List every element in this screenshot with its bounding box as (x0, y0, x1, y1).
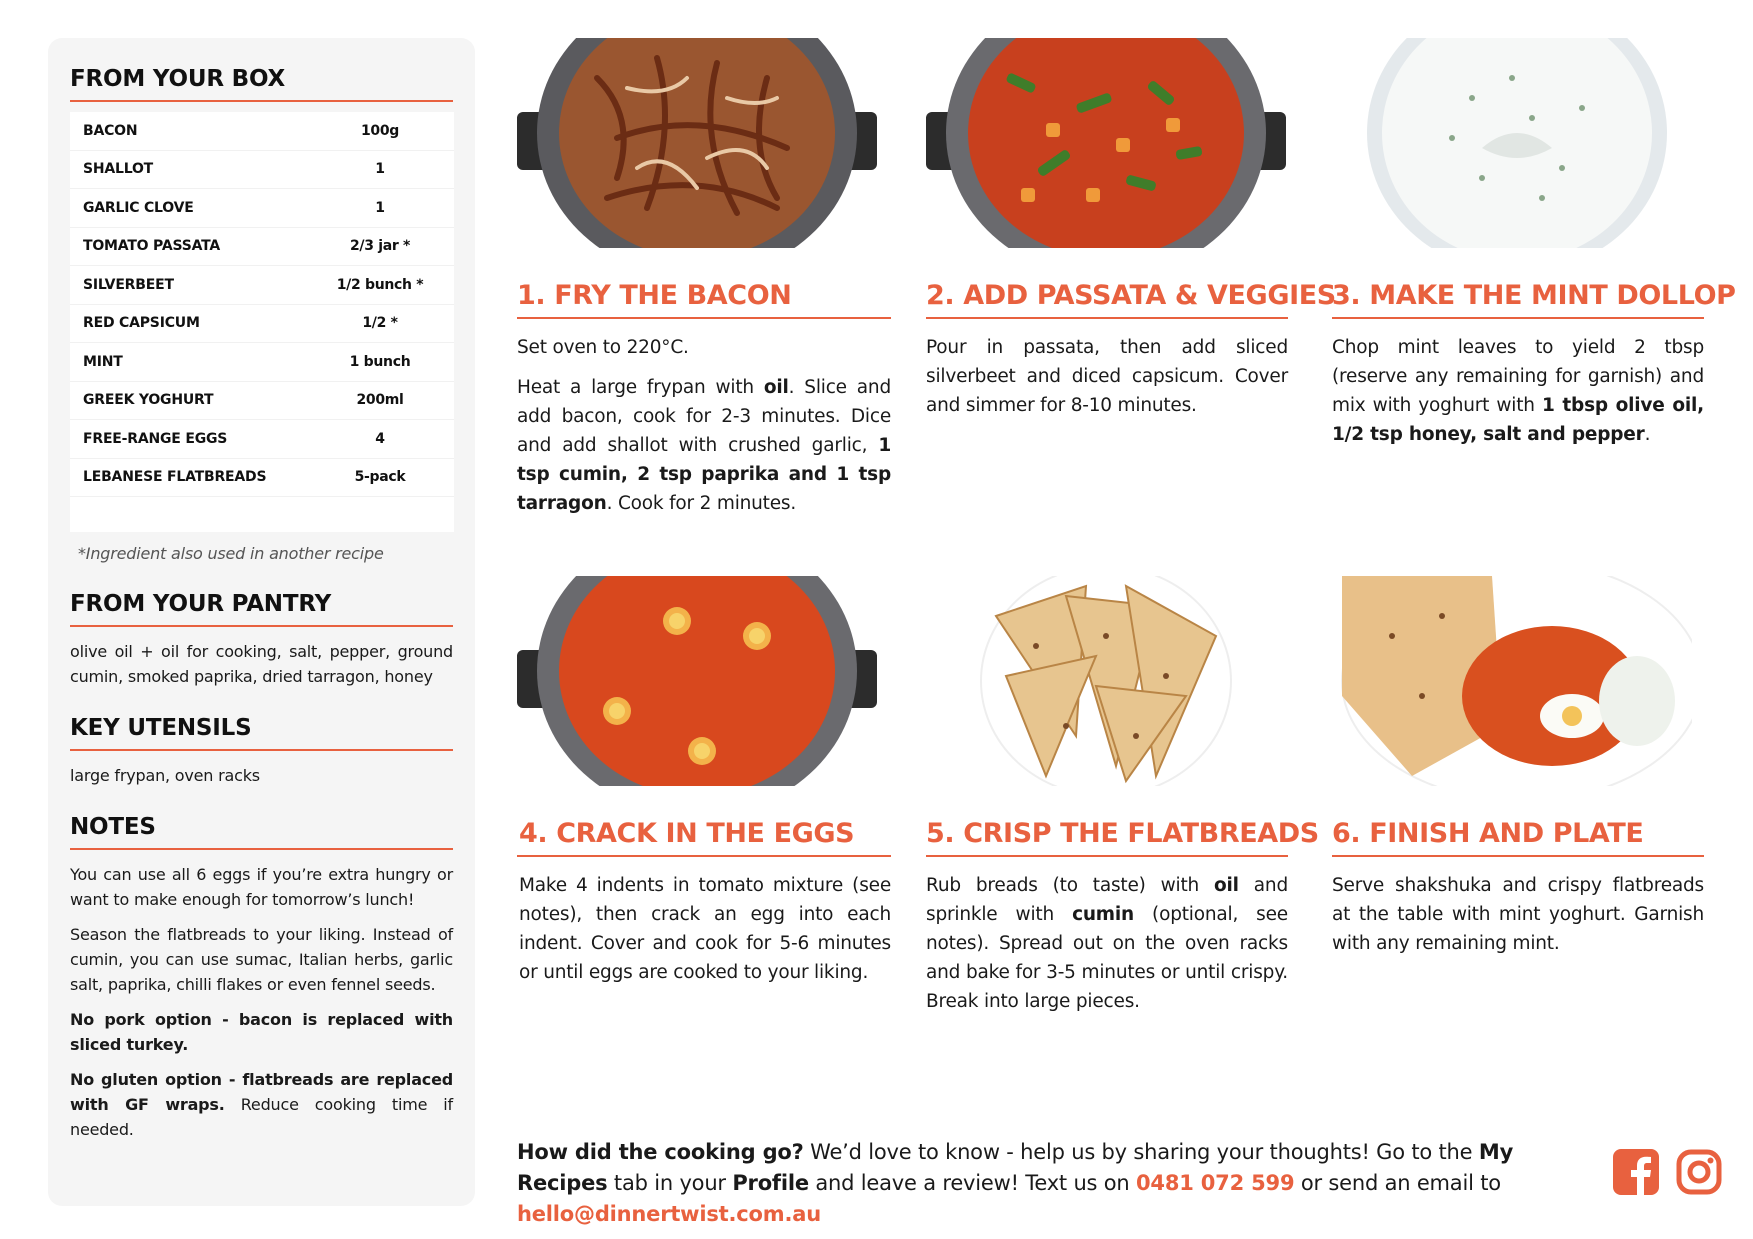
ingredient-qty: 1 (375, 161, 385, 178)
step-2-title: 2. ADD PASSATA & VEGGIES (926, 280, 1288, 319)
note-paragraph: No pork option - bacon is replaced with sliced turkey. (70, 1010, 453, 1054)
text-bold: cumin (1072, 904, 1134, 925)
ingredient-qty: 1/2 bunch * (336, 276, 424, 293)
ingredient-name: GREEK YOGHURT (83, 392, 214, 409)
note-paragraph (70, 1067, 453, 1142)
phone-link[interactable]: 0481 072 599 (1136, 1171, 1295, 1195)
facebook-icon[interactable] (1613, 1149, 1659, 1195)
ingredient-row (70, 459, 454, 498)
step-4-title: 4. CRACK IN THE EGGS (517, 818, 891, 857)
ingredient-qty: 1/2 * (362, 315, 398, 332)
footer-text: and leave a review! Text us on (808, 1171, 1137, 1195)
feedback-footer (517, 1137, 1577, 1230)
text-run: (optional, see notes). Spread out on the oven racks and bake for 3-5 minutes or until crispy. Break into large pieces. (926, 904, 1288, 1012)
ingredient-row (70, 420, 454, 459)
text-run: Heat a large frypan with (517, 377, 764, 398)
step-4-text: Make 4 indents in tomato mixture (see notes), then crack an egg into each indent. Cover and cook for 5-6 minutes or until eggs are cooked to your liking. (519, 875, 891, 983)
step-5-body (926, 871, 1288, 1016)
step-3-photo (1332, 38, 1692, 248)
note-paragraph: Season the flatbreads to your liking. Instead of cumin, you can use sumac, Italian herbs, garlic salt, paprika, chilli flakes or even fennel seeds. (70, 925, 453, 994)
ingredient-name: BACON (83, 122, 138, 139)
ingredient-name: GARLIC CLOVE (83, 199, 194, 216)
text-run: . Slice and add bacon, cook for 2-3 minutes. Dice and add shallot with crushed garlic, (517, 377, 891, 456)
plated-shakshuka-image (1332, 576, 1692, 786)
ingredient-row (70, 151, 454, 190)
ingredient-footnote: *Ingredient also used in another recipe (78, 544, 384, 563)
ingredient-name: MINT (83, 353, 123, 370)
pantry-section (70, 591, 453, 689)
ingredient-row (70, 189, 454, 228)
pantry-heading: FROM YOUR PANTRY (70, 591, 453, 627)
text-bold: oil (763, 377, 789, 398)
from-box-heading: FROM YOUR BOX (70, 66, 453, 102)
footer-text: tab in your (607, 1171, 733, 1195)
step-3-body (1332, 333, 1704, 449)
ingredient-name: FREE-RANGE EGGS (83, 430, 228, 447)
step-6-title: 6. FINISH AND PLATE (1332, 818, 1704, 857)
step-1-text: Set oven to 220°C. (517, 337, 689, 358)
profile-link[interactable]: Profile (732, 1171, 809, 1195)
step-5-text (926, 871, 1288, 1016)
ingredient-row (70, 112, 454, 151)
ingredient-row (70, 305, 454, 344)
note-bold: No gluten option - flatbreads are replaced with GF wraps. (70, 1070, 453, 1114)
notes-heading: NOTES (70, 814, 453, 850)
step-1-title: 1. FRY THE BACON (517, 280, 891, 319)
text-bold: oil (1214, 875, 1239, 896)
ingredient-row (70, 343, 454, 382)
step-6 (1332, 576, 1706, 969)
utensils-heading: KEY UTENSILS (70, 715, 453, 751)
step-2-body (926, 333, 1288, 420)
step-3-text (1332, 333, 1704, 449)
email-link[interactable]: hello@dinnertwist.com.au (517, 1202, 821, 1226)
text-bold: 1 tsp cumin, 2 tsp paprika and 1 tsp tarragon (517, 435, 891, 514)
ingredients-table (70, 112, 454, 532)
ingredient-qty: 200ml (356, 392, 404, 409)
ingredient-name: SHALLOT (83, 161, 154, 178)
ingredient-row (70, 228, 454, 267)
utensils-section (70, 715, 453, 788)
frying-bacon-pan-image (517, 38, 877, 248)
mint-yoghurt-bowl-image (1332, 38, 1692, 248)
step-6-text: Serve shakshuka and crispy flatbreads at the table with mint yoghurt. Garnish with any remaining mint. (1332, 875, 1704, 954)
ingredient-row (70, 382, 454, 421)
passata-veggies-pan-image (926, 38, 1286, 248)
step-4 (517, 576, 891, 998)
ingredient-qty: 5-pack (354, 469, 406, 486)
step-2-photo (926, 38, 1286, 248)
step-1 (517, 38, 891, 529)
step-3-title: 3. MAKE THE MINT DOLLOP (1332, 280, 1704, 319)
ingredient-name: RED CAPSICUM (83, 315, 200, 332)
ingredient-qty: 1 bunch (349, 353, 411, 370)
step-5-photo (926, 576, 1286, 786)
step-1-text (517, 373, 891, 518)
step-1-body (517, 333, 891, 518)
step-2 (926, 38, 1336, 431)
footer-text: We’d love to know - help us by sharing your thoughts! Go to the (803, 1140, 1479, 1164)
ingredient-qty: 4 (375, 430, 385, 447)
step-4-body (517, 871, 891, 987)
ingredients-sidebar (48, 38, 475, 1206)
footer-text: or send an email to (1294, 1171, 1501, 1195)
notes-section (70, 814, 453, 1142)
ingredient-qty: 100g (360, 122, 400, 139)
step-6-photo (1332, 576, 1692, 786)
step-5 (926, 576, 1319, 1027)
ingredient-name: LEBANESE FLATBREADS (83, 469, 267, 486)
step-3 (1332, 38, 1736, 460)
my-recipes-link[interactable]: My Recipes (517, 1140, 1514, 1195)
step-5-title: 5. CRISP THE FLATBREADS (926, 818, 1288, 857)
text-run: Rub breads (to taste) with (926, 875, 1215, 896)
instagram-icon[interactable] (1676, 1149, 1722, 1195)
utensils-text: large frypan, oven racks (70, 766, 260, 785)
note-paragraph: You can use all 6 eggs if you’re extra hungry or want to make enough for tomorrow’s lunch! (70, 865, 453, 909)
text-bold: 1 tbsp olive oil, 1/2 tsp honey, salt and pepper (1332, 395, 1704, 445)
pantry-text: olive oil + oil for cooking, salt, pepper, ground cumin, smoked paprika, dried tarragon, honey (70, 642, 453, 686)
ingredient-row (70, 266, 454, 305)
step-4-photo (517, 576, 877, 786)
text-run: . (1644, 424, 1651, 445)
text-run: Chop mint leaves to yield 2 tbsp (reserve any remaining for garnish) and mix with yoghurt with (1332, 337, 1704, 416)
note-text: Reduce cooking time if needed. (70, 1095, 453, 1139)
ingredient-qty: 2/3 jar * (349, 238, 411, 255)
ingredient-name: SILVERBEET (83, 276, 174, 293)
text-run: and sprinkle with (926, 875, 1288, 925)
step-1-photo (517, 38, 877, 248)
text-run: . Cook for 2 minutes. (606, 493, 797, 514)
step-2-text: Pour in passata, then add sliced silverbeet and diced capsicum. Cover and simmer for 8-10 minutes. (926, 337, 1288, 416)
ingredient-qty: 1 (375, 199, 385, 216)
crispy-flatbreads-image (926, 576, 1286, 786)
eggs-in-pan-image (517, 576, 877, 786)
step-6-body (1332, 871, 1704, 958)
ingredient-name: TOMATO PASSATA (83, 238, 221, 255)
footer-question: How did the cooking go? (517, 1140, 804, 1164)
